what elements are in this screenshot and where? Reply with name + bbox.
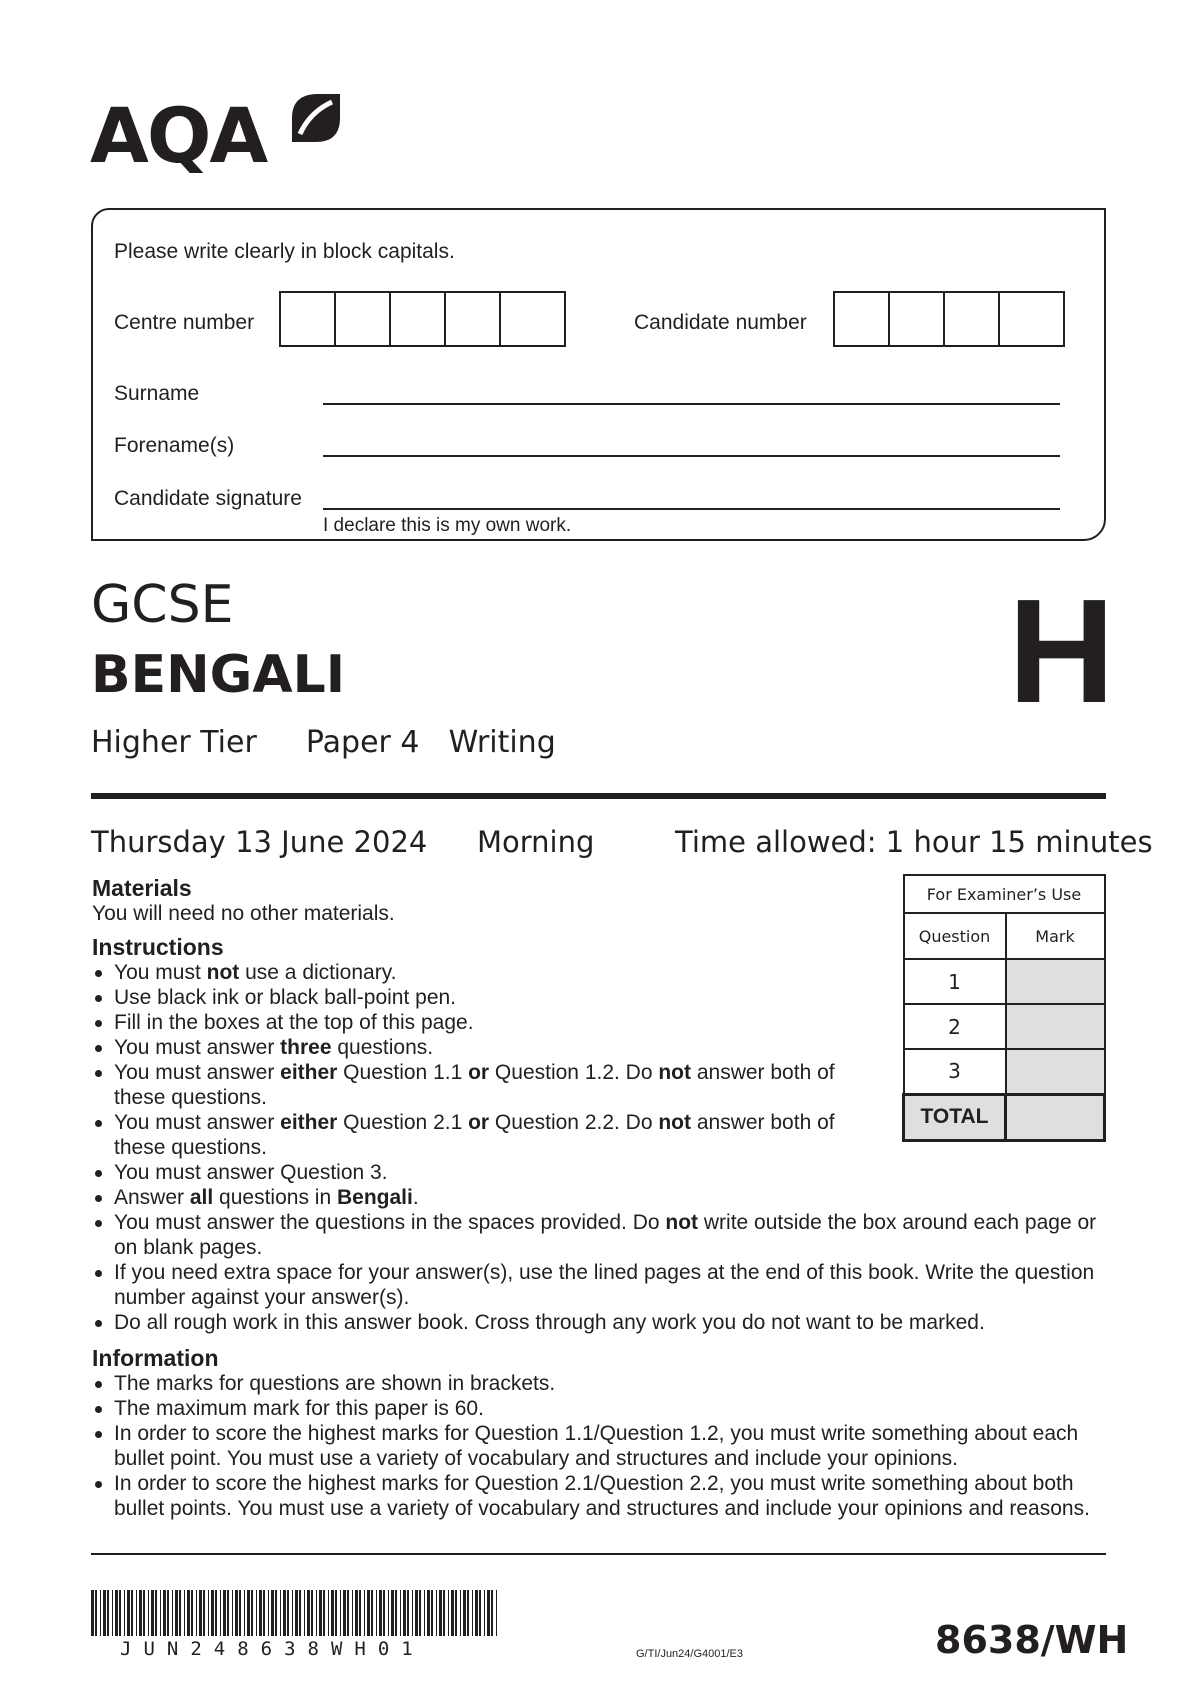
total-label: TOTAL bbox=[904, 1094, 1006, 1140]
leaf-icon bbox=[288, 90, 344, 146]
forenames-field[interactable] bbox=[323, 455, 1060, 457]
centre-number-boxes[interactable] bbox=[279, 291, 566, 347]
list-item: You must answer either Question 2.1 or Question 2.2. Do not answer both of these questions. bbox=[92, 1110, 884, 1160]
digit-box[interactable] bbox=[281, 293, 336, 345]
information-list bbox=[92, 1371, 1092, 1521]
list-item: Use black ink or black ball-point pen. bbox=[92, 985, 1092, 1010]
digit-box[interactable] bbox=[336, 293, 391, 345]
digit-box[interactable] bbox=[446, 293, 501, 345]
exam-session: Morning bbox=[477, 825, 595, 859]
mark-cell bbox=[1006, 1049, 1105, 1094]
aqa-logo bbox=[90, 88, 350, 183]
barcode bbox=[91, 1590, 501, 1636]
list-item: Do all rough work in this answer book. Cross through any work you do not want to be marked. bbox=[92, 1310, 1092, 1335]
question-number: 3 bbox=[904, 1049, 1006, 1094]
header-divider bbox=[91, 793, 1106, 799]
examiner-table-title: For Examiner’s Use bbox=[904, 875, 1105, 913]
surname-field[interactable] bbox=[323, 403, 1060, 405]
list-item: You must not use a dictionary. bbox=[92, 960, 1092, 985]
surname-label: Surname bbox=[114, 382, 200, 405]
tier-label: Higher Tier bbox=[91, 725, 257, 760]
list-item: The marks for questions are shown in brackets. bbox=[92, 1371, 1092, 1396]
centre-number-label: Centre number bbox=[114, 311, 255, 334]
question-column-header: Question bbox=[904, 913, 1006, 959]
list-item: You must answer three questions. bbox=[92, 1035, 1092, 1060]
digit-box[interactable] bbox=[391, 293, 446, 345]
digit-box[interactable] bbox=[945, 293, 1000, 345]
list-item: You must answer the questions in the spaces provided. Do not write outside the box around each page or on blank pages. bbox=[92, 1210, 1114, 1260]
forenames-label: Forename(s) bbox=[114, 434, 235, 457]
list-item: The maximum mark for this paper is 60. bbox=[92, 1396, 1092, 1421]
information-heading: Information bbox=[92, 1345, 219, 1371]
block-capitals-instruction: Please write clearly in block capitals. bbox=[114, 240, 455, 263]
list-item: In order to score the highest marks for Question 1.1/Question 1.2, you must write something about each bullet point. You must use a variety of vocabulary and structures and include your opinions. bbox=[92, 1421, 1092, 1471]
digit-box[interactable] bbox=[890, 293, 945, 345]
paper-code: 8638/WH bbox=[935, 1618, 1129, 1662]
qualification-title: GCSE bbox=[91, 575, 234, 635]
mark-cell bbox=[1006, 959, 1105, 1004]
signature-label: Candidate signature bbox=[114, 487, 302, 510]
question-number: 2 bbox=[904, 1004, 1006, 1049]
materials-heading: Materials bbox=[92, 875, 192, 901]
tier-letter: H bbox=[1008, 569, 1115, 734]
question-number: 1 bbox=[904, 959, 1006, 1004]
signature-field[interactable] bbox=[323, 508, 1060, 510]
digit-box[interactable] bbox=[835, 293, 890, 345]
footer-divider bbox=[91, 1553, 1106, 1555]
reference-code: G/TI/Jun24/G4001/E3 bbox=[636, 1648, 744, 1660]
paper-label: Paper 4 bbox=[305, 725, 420, 760]
digit-box[interactable] bbox=[1000, 293, 1055, 345]
materials-text: You will need no other materials. bbox=[92, 902, 395, 925]
tier-paper-line bbox=[91, 725, 556, 760]
mark-cell bbox=[1006, 1004, 1105, 1049]
list-item: You must answer either Question 1.1 or Question 1.2. Do not answer both of these questions. bbox=[92, 1060, 884, 1110]
subject-title: BENGALI bbox=[91, 645, 346, 705]
mark-column-header: Mark bbox=[1006, 913, 1105, 959]
logo-text: AQA bbox=[90, 91, 267, 180]
list-item: Fill in the boxes at the top of this page. bbox=[92, 1010, 1092, 1035]
time-allowed: Time allowed: 1 hour 15 minutes bbox=[675, 825, 1153, 859]
list-item: Answer all questions in Bengali. bbox=[92, 1185, 1092, 1210]
exam-date: Thursday 13 June 2024 bbox=[91, 825, 428, 859]
total-mark-cell bbox=[1006, 1094, 1105, 1140]
barcode-text: JUN248638WH01 bbox=[120, 1638, 425, 1660]
candidate-number-boxes[interactable] bbox=[833, 291, 1065, 347]
declaration-text: I declare this is my own work. bbox=[323, 515, 572, 536]
examiner-use-table bbox=[902, 874, 1106, 1142]
list-item: If you need extra space for your answer(s), use the lined pages at the end of this book. Write the question number against your answer(s). bbox=[92, 1260, 1114, 1310]
candidate-number-label: Candidate number bbox=[634, 311, 807, 334]
digit-box[interactable] bbox=[501, 293, 556, 345]
list-item: You must answer Question 3. bbox=[92, 1160, 1092, 1185]
component-label: Writing bbox=[448, 725, 556, 760]
instructions-heading: Instructions bbox=[92, 934, 224, 960]
list-item: In order to score the highest marks for Question 2.1/Question 2.2, you must write something about both bullet points. You must use a variety of vocabulary and structures and include your opinions and reasons. bbox=[92, 1471, 1092, 1521]
